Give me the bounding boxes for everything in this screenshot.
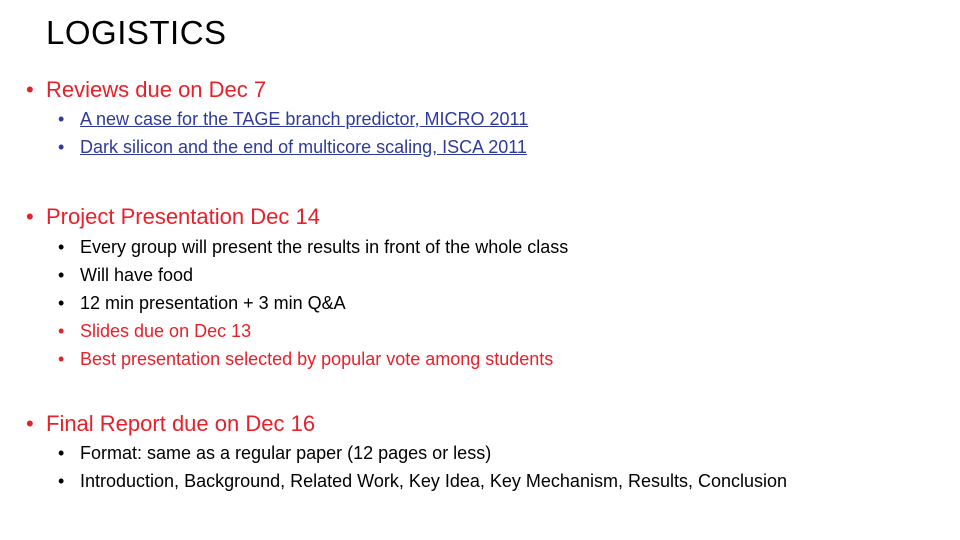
bullet-icon: • — [26, 77, 34, 102]
bullet-icon: • — [58, 471, 65, 491]
bullet-icon: • — [58, 293, 65, 313]
section-heading-text: Project Presentation Dec 14 — [46, 204, 320, 229]
section-heading-text: Final Report due on Dec 16 — [46, 411, 316, 436]
bullet-icon: • — [26, 204, 34, 229]
list-item — [58, 346, 553, 372]
bullet-icon: • — [58, 137, 65, 157]
list-item-text: Format: same as a regular paper (12 pages or less) — [80, 443, 492, 463]
section-heading-presentation — [26, 203, 320, 231]
list-item — [58, 440, 491, 466]
list-item — [58, 262, 193, 288]
section-heading-final-report — [26, 410, 315, 438]
bullet-icon: • — [58, 265, 65, 285]
bullet-icon: • — [58, 443, 65, 463]
section-heading-reviews — [26, 76, 266, 104]
list-item — [58, 290, 346, 316]
section-heading-text: Reviews due on Dec 7 — [46, 77, 267, 102]
list-item-text: 12 min presentation + 3 min Q&A — [80, 293, 346, 313]
list-item — [58, 234, 568, 260]
paper-link-text[interactable]: A new case for the TAGE branch predictor, MICRO 2011 — [80, 109, 529, 129]
list-item-paper-link[interactable] — [58, 106, 528, 132]
list-item-paper-link[interactable] — [58, 134, 527, 160]
list-item-text: Every group will present the results in front of the whole class — [80, 237, 569, 257]
bullet-icon: • — [58, 349, 65, 369]
paper-link-text[interactable]: Dark silicon and the end of multicore scaling, ISCA 2011 — [80, 137, 527, 157]
bullet-icon: • — [58, 321, 65, 341]
list-item — [58, 468, 787, 494]
list-item-text: Will have food — [80, 265, 194, 285]
list-item-text: Slides due on Dec 13 — [80, 321, 252, 341]
list-item — [58, 318, 251, 344]
bullet-icon: • — [58, 109, 65, 129]
slide-title: LOGISTICS — [46, 14, 227, 51]
bullet-icon: • — [26, 411, 34, 436]
list-item-text: Best presentation selected by popular vote among students — [80, 349, 554, 369]
list-item-text: Introduction, Background, Related Work, Key Idea, Key Mechanism, Results, Conclusion — [80, 471, 788, 491]
bullet-icon: • — [58, 237, 65, 257]
